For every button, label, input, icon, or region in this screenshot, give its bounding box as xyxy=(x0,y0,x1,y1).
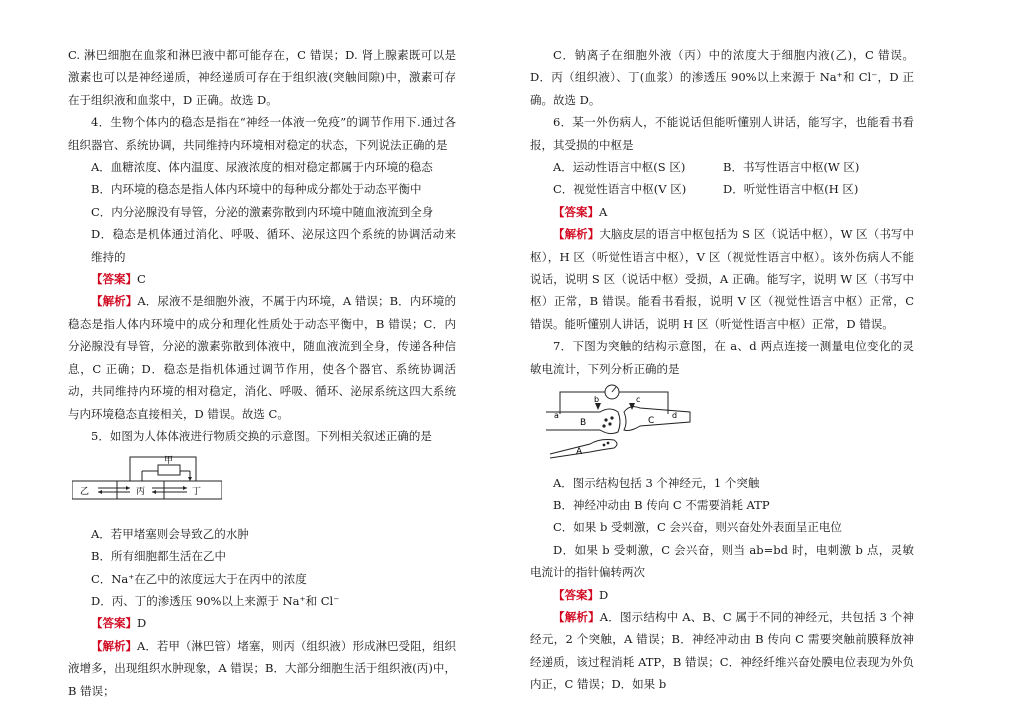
explanation-text: A．尿液不是细胞外液，不属于内环境，A 错误；B．内环境的稳态是指人体内环境中的成分和理化性质处于动态平衡中，B 错误；C．内分泌腺没有导管，分泌的激素弥散到体液中，随血液流到全身，传递各种信息，C 正确；D．稳态是指机体通过调节作用，使各个器官、系统协调活动，共同维持内环境的相对稳定，消化、呼吸、循环、泌尿系统这四大系统与内环境稳态直接相关，D 错误。故选 C。 xyxy=(68,294,456,421)
paragraph: C．钠离子在细胞外液（丙）中的浓度大于细胞内液(乙)，C 错误。D．丙（组织液）、丁(血浆）的渗透压 90%以上来源于 Na⁺和 Cl⁻，D 正确。故选 D。 xyxy=(530,48,914,107)
paragraph: C. 淋巴细胞在血浆和淋巴液中都可能存在，C 错误；D. 肾上腺素既可以是激素也可以是神经递质，神经递质可存在于组织液(突触间隙)中，激素可存在于组织液和血浆中，D 正确。故选 D。 xyxy=(68,48,456,107)
explanation-tag: 【解析】 xyxy=(553,227,600,242)
q5-option-c: C．Na⁺在乙中的浓度远大于在丙中的浓度 xyxy=(91,571,307,586)
q4-answer xyxy=(68,268,456,290)
label-yi: 乙 xyxy=(80,487,90,498)
label-neuron-b: B xyxy=(580,418,587,429)
q7-option-a: A．图示结构包括 3 个神经元，1 个突触 xyxy=(553,475,760,490)
arrow-left-icon xyxy=(98,490,102,494)
synapse-diagram xyxy=(540,382,700,460)
q5-option-a: A．若甲堵塞则会导致乙的水肿 xyxy=(91,526,249,541)
answer-value: C xyxy=(137,272,146,287)
q6-option-d: D．听觉性语言中枢(H 区) xyxy=(723,182,859,197)
q4-explanation xyxy=(68,290,456,424)
arrow-left-icon xyxy=(152,490,156,494)
q7-explanation xyxy=(530,606,914,696)
q6-option-c: C．视觉性语言中枢(V 区) xyxy=(553,182,687,197)
q5-option-d: D．丙、丁的渗透压 90%以上来源于 Na⁺和 Cl⁻ xyxy=(91,593,340,608)
q6-explanation xyxy=(530,223,914,335)
answer-value: A xyxy=(599,204,608,219)
answer-tag: 【答案】 xyxy=(553,587,599,602)
jia-inner-rect xyxy=(158,465,180,475)
answer-value: D xyxy=(599,587,609,602)
wire-to-d xyxy=(619,392,668,414)
q7-option-b: B．神经冲动由 B 传向 C 不需要消耗 ATP xyxy=(553,497,770,512)
arrow-down-icon xyxy=(595,403,601,410)
answer-value: D xyxy=(137,616,147,631)
left-column xyxy=(68,44,456,702)
explanation-text: A．若甲（淋巴管）堵塞，则丙（组织液）形成淋巴受阻，组织液增多，出现组织水肿现象，A 错误；B．大部分细胞生活于组织液(丙)中，B 错误； xyxy=(68,638,456,698)
q6-option-b: B．书写性语言中枢(W 区) xyxy=(723,160,860,175)
q7-option-c: C．如果 b 受刺激，C 会兴奋，则兴奋处外表面呈正电位 xyxy=(553,520,842,535)
q6-option-a: A．运动性语言中枢(S 区) xyxy=(553,160,686,175)
label-bing: 丙 xyxy=(136,487,146,498)
q4-option-b: B．内环境的稳态是指人体内环境中的每种成分都处于动态平衡中 xyxy=(91,182,422,197)
q7-answer xyxy=(530,584,914,606)
explanation-tag: 【解析】 xyxy=(553,609,600,624)
question-6: 6．某一外伤病人，不能说话但能听懂别人讲话，能写字，也能看书看报，其受损的中枢是 xyxy=(530,115,914,152)
label-neuron-c: C xyxy=(648,416,655,427)
right-column xyxy=(530,44,914,696)
answer-tag: 【答案】 xyxy=(91,616,137,631)
question-4: 4．生物个体内的稳态是指在“神经一体液一免疫”的调节作用下.通过各组织器官、系统协调，共同维持内环境相对稳定的状态，下列说法正确的是 xyxy=(68,115,456,152)
label-d: d xyxy=(672,411,678,421)
answer-tag: 【答案】 xyxy=(553,204,599,219)
q6-answer xyxy=(530,201,914,223)
explanation-text: A．图示结构中 A、B、C 属于不同的神经元，共包括 3 个神经元，2 个突触，A 错误；B．神经冲动由 B 传向 C 需要突触前膜释放神经递质，该过程消耗 ATP，B 错误；C．神经纤维兴奋处膜电位表现为外负内正，C 错误；D．如果 b xyxy=(530,609,915,692)
question-7: 7．下图为突触的结构示意图，在 a、d 两点连接一测量电位变化的灵敏电流计，下列分析正确的是 xyxy=(530,339,914,376)
q4-option-c: C．内分泌腺没有导管，分泌的激素弥散到内环境中随血液流到全身 xyxy=(91,204,434,219)
body-fluid-diagram xyxy=(72,451,222,509)
top-box xyxy=(130,457,196,481)
label-jia: 甲 xyxy=(164,456,174,467)
explanation-text: 大脑皮层的语言中枢包括为 S 区（说话中枢），W 区（书写中枢），H 区（听觉性语言中枢），V 区（视觉性语言中枢）。该外伤病人不能说话，说明 S 区（说话中枢）受损，A 正确。能写字，说明 W 区（书写中枢）正常，B 错误。能看书看报，说明 V 区（视觉性语言中枢）正常，C 错误。能听懂别人讲话，说明 H 区（听觉性语言中枢）正常，D 错误。 xyxy=(530,227,915,331)
q4-option-a: A．血糖浓度、体内温度、尿液浓度的相对稳定都属于内环境的稳态 xyxy=(91,160,433,175)
arrow-right-icon xyxy=(126,486,130,490)
q5-option-b: B．所有细胞都生活在乙中 xyxy=(91,549,226,564)
q6-options-row-1 xyxy=(530,156,914,178)
explanation-tag: 【解析】 xyxy=(91,638,138,653)
q5-answer xyxy=(68,612,456,634)
q4-option-d: D．稳态是机体通过消化、呼吸、循环、泌尿这四个系统的协调活动来维持的 xyxy=(91,227,456,264)
neuron-c xyxy=(624,407,690,431)
question-5: 5．如图为人体体液进行物质交换的示意图。下列相关叙述正确的是 xyxy=(91,428,432,443)
arrow-down-icon xyxy=(188,477,192,481)
label-b: b xyxy=(594,395,600,405)
q7-option-d: D．如果 b 受刺激，C 会兴奋，则当 ab=bd 时，电刺激 b 点，灵敏电流计的指针偏转两次 xyxy=(530,542,914,580)
explanation-tag: 【解析】 xyxy=(91,294,138,309)
q6-options-row-2 xyxy=(530,178,914,200)
label-neuron-a: A xyxy=(576,447,583,458)
label-ding: 丁 xyxy=(192,487,202,498)
label-a: a xyxy=(554,411,559,421)
arrow-right-icon xyxy=(183,486,187,490)
answer-tag: 【答案】 xyxy=(91,272,137,287)
q5-explanation xyxy=(68,635,456,702)
label-c: c xyxy=(636,395,641,405)
